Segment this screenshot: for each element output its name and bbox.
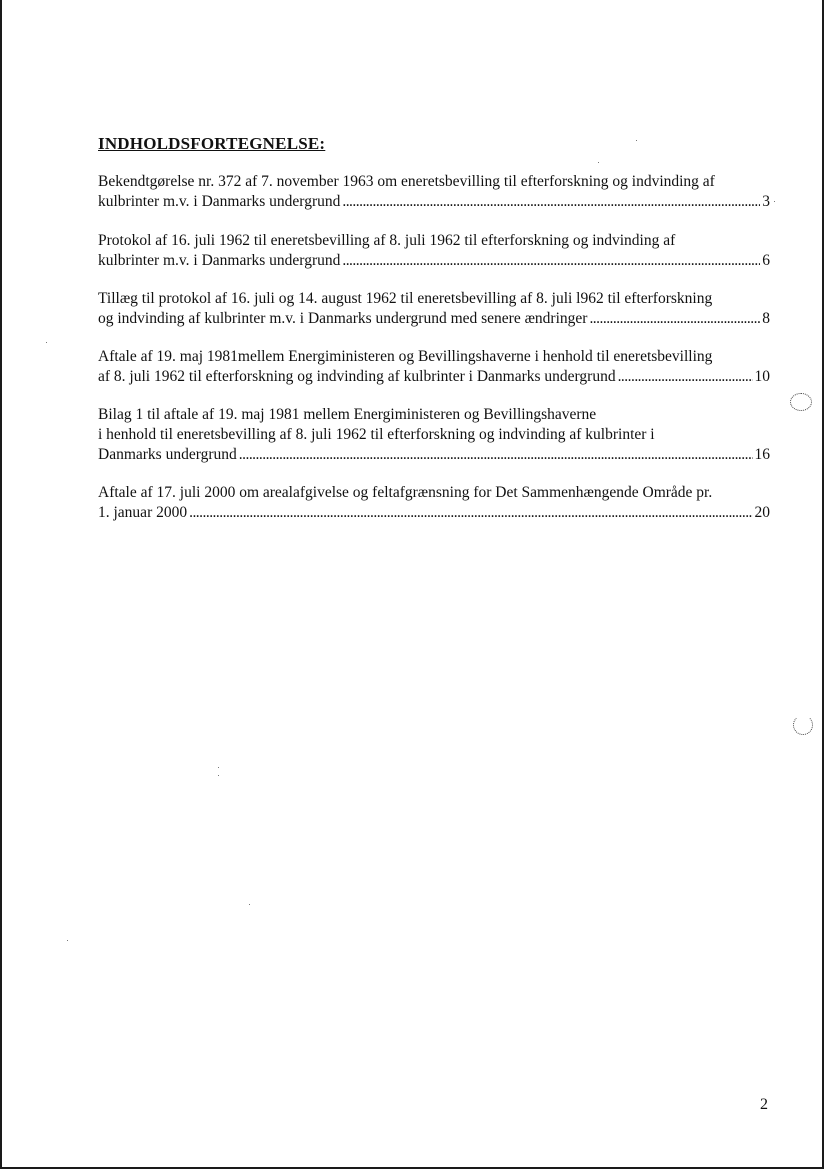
dot-leader [189, 503, 752, 523]
scan-speck [218, 767, 219, 768]
toc-entry-aftale-1981[interactable] [98, 347, 770, 387]
toc-entry-text: Protokol af 16. juli 1962 til eneretsbevilling af 8. juli 1962 til efterforskning og indvinding af [98, 232, 676, 249]
toc-entry-text: Aftale af 17. juli 2000 om arealafgivelse og feltafgrænsning for Det Sammenhængende Område pr. [98, 484, 713, 501]
toc-entry-last-line [98, 367, 770, 387]
scan-speck [598, 162, 599, 163]
toc-entry-text: i henhold til eneretsbevilling af 8. juli 1962 til efterforskning og indvinding af kulbrinter i [98, 426, 655, 443]
scan-speck [218, 775, 219, 776]
toc-entry-text: af 8. juli 1962 til efterforskning og indvinding af kulbrinter i Danmarks undergrund [98, 368, 616, 385]
scan-speck [774, 201, 775, 202]
page-number: 2 [760, 1096, 768, 1113]
dot-leader [618, 367, 753, 387]
scan-speck [636, 140, 637, 141]
toc-entry-text: Aftale af 19. maj 1981mellem Energiministeren og Bevillingshaverne i henhold til eneretsbevilling [98, 348, 713, 365]
scan-smudge [793, 715, 813, 735]
dot-leader [589, 309, 760, 329]
toc-entry-aftale-2000[interactable] [98, 483, 770, 523]
toc-entry-protokol[interactable] [98, 231, 770, 271]
toc-entry-text: kulbrinter m.v. i Danmarks undergrund [98, 193, 341, 210]
dot-leader [342, 251, 760, 271]
scan-smudge [790, 393, 812, 411]
toc-entry-tillaeg[interactable] [98, 289, 770, 329]
scan-speck [46, 342, 47, 343]
dot-leader [239, 445, 753, 465]
toc-page-number: 20 [754, 504, 770, 521]
toc-entry-last-line [98, 192, 770, 212]
scan-speck [249, 904, 250, 905]
toc-entry-last-line [98, 251, 770, 271]
toc-entry-text: og indvinding af kulbrinter m.v. i Danmarks undergrund med senere ændringer [98, 310, 588, 327]
toc-entry-text: kulbrinter m.v. i Danmarks undergrund [98, 252, 341, 269]
scan-speck [67, 940, 68, 941]
toc-entry-text: 1. januar 2000 [98, 504, 188, 521]
toc-page-number: 10 [754, 368, 770, 385]
toc-page-number: 16 [754, 446, 770, 463]
dot-leader [342, 192, 760, 212]
toc-entry-text: Danmarks undergrund [98, 446, 237, 463]
toc-entry-bilag-1[interactable] [98, 405, 770, 465]
toc-page-number: 8 [762, 310, 770, 327]
page-title: INDHOLDSFORTEGNELSE: [98, 134, 326, 153]
toc-entry-text: Bilag 1 til aftale af 19. maj 1981 mellem Energiministeren og Bevillingshaverne [98, 406, 597, 423]
toc-page-number: 3 [762, 193, 770, 210]
toc-entry-last-line [98, 309, 770, 329]
toc-entry-text: Bekendtgørelse nr. 372 af 7. november 1963 om eneretsbevilling til efterforskning og indvinding af [98, 173, 715, 190]
toc-entry-text: Tillæg til protokol af 16. juli og 14. august 1962 til eneretsbevilling af 8. juli l962 til efterforskning [98, 290, 713, 307]
toc-page-number: 6 [762, 252, 770, 269]
toc-entry-last-line [98, 445, 770, 465]
toc-entry-bekendtgorelse[interactable] [98, 172, 770, 212]
toc-entry-last-line [98, 503, 770, 523]
